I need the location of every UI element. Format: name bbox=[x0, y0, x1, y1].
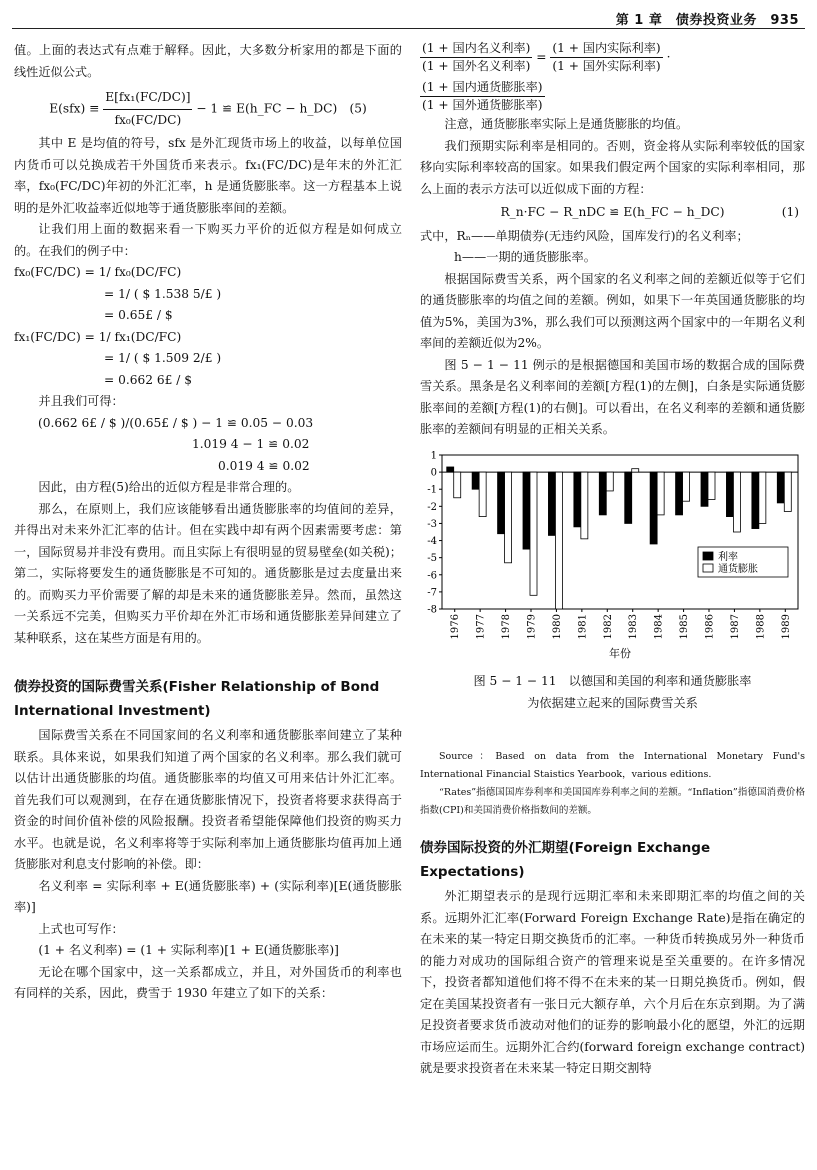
y-tick-label: 0 bbox=[430, 467, 437, 479]
bar-inflation bbox=[454, 472, 461, 498]
equation-5: E(sfx) ≡ $\frac{\text{E[fx₁(FC/DC)]}}{\text{fx₀(FC/DC)}}$ − 1 ≌ E(h_FC − h_DC) (5) bbox=[14, 87, 402, 131]
paragraph: 图 5 − 1 − 11 例示的是根据德国和美国市场的数据合成的国际费雪关系。黑条是名义利率间的差额[方程(1)的左侧]，白条是实际通货膨胀率间的差额[方程(1)的右侧]。可以看出，在名义利率的差额和通货膨胀率的差额间有明显的正相关关系。 bbox=[420, 357, 805, 436]
x-tick-label: 1988 bbox=[755, 613, 767, 639]
chart-note: “Rates”指德国国库券利率和美国国库券利率之间的差额。“Inflation”指德国消费价格指数(CPI)和美国消费价格指数间的差额。 bbox=[420, 787, 805, 816]
equation-1: R_n·FC − R_nDC ≌ E(h_FC − h_DC) (1) bbox=[500, 205, 799, 219]
y-tick-label: -5 bbox=[427, 552, 437, 564]
y-tick-label: -6 bbox=[427, 569, 437, 581]
x-tick-label: 1984 bbox=[653, 613, 665, 639]
bar-inflation bbox=[555, 472, 562, 609]
bar-inflation bbox=[606, 472, 613, 491]
x-tick-label: 1982 bbox=[602, 613, 614, 639]
bar-rate bbox=[701, 472, 708, 506]
paragraph: 值。上面的表达式有点难于解释。因此，大多数分析家用的都是下面的线性近似公式。 bbox=[14, 43, 402, 79]
paragraph: 其中 E 是均值的符号，sfx 是外汇现货市场上的收益，以每单位国内货币可以兑换成若干外国货币来表示。fx₁(FC/DC)是年末的外汇汇率，fx₀(FC/DC)年初的外汇汇率，h 是通货膨胀率。这一方程基本上说明的是外汇收益率近似地等于通货膨胀率间的差额。 bbox=[14, 136, 402, 215]
paragraph: 我们预期实际利率是相同的。否则，资金将从实际利率较低的国家移向实际利率较高的国家。如果我们假定两个国家的实际利率相同，那么上面的表示方法可以近似成下面的方程： bbox=[420, 138, 805, 196]
paragraph: 因此，由方程(5)给出的近似方程是非常合理的。 bbox=[38, 480, 300, 494]
paragraph: 注意，通货膨胀率实际上是通货膨胀的均值。 bbox=[444, 117, 689, 131]
x-tick-label: 1977 bbox=[475, 613, 487, 639]
math-block: (0.662 6£ / $ )/(0.65£ / $ ) − 1 ≌ 0.05 − 0.03 1.019 4 − 1 ≌ 0.02 0.019 4 ≌ 0.02 bbox=[38, 415, 314, 473]
figure-caption: 图 5 − 1 − 11 以德国和美国的利率和通货膨胀率 为依据建立起来的国际费雪关系 bbox=[473, 674, 752, 710]
definition: 式中，Rₙ——单期债券(无违约风险，国库发行)的名义利率； bbox=[420, 228, 749, 243]
x-tick-label: 1987 bbox=[729, 613, 741, 639]
bar-rate bbox=[752, 472, 759, 528]
paragraph: 让我们用上面的数据来看一下购买力平价的近似方程是如何成立的。在我们的例子中： bbox=[14, 222, 402, 258]
legend-swatch bbox=[703, 552, 713, 560]
x-tick-label: 1981 bbox=[577, 613, 589, 639]
paragraph: 根据国际费雪关系，两个国家的名义利率之间的差额近似等于它们的通货膨胀率的均值之间的差额。例如，如果下一年英国通货膨胀的均值为5%，美国为3%，那么我们可以预测这两个国家中的一年期名义利率间的差额近似为2%。 bbox=[420, 271, 805, 350]
bar-rate bbox=[625, 472, 632, 523]
bar-rate bbox=[599, 472, 606, 515]
x-tick-label: 1983 bbox=[628, 613, 640, 639]
paragraph: (1 + 名义利率) = (1 + 实际利率)[1 + E(通货膨胀率)] bbox=[38, 943, 339, 957]
paragraph: 国际费雪关系在不同国家间的名义利率和通货膨胀率间建立了某种联系。具体来说，如果我们知道了两个国家的名义利率。那么我们就可以估计出通货膨胀的均值。通货膨胀率的均值又可用来估计外汇汇率。首先我们可以观测到，在存在通货膨胀情况下，投资者将要求获得高于资金的时间价值补偿的风险报酬。投资者希望能保障他们投资的购买力水平。也就是说，名义利率将等于实际利率加上通货膨胀均值再加上通货膨胀对利息支付影响的补偿。即： bbox=[14, 728, 402, 871]
bar-rate bbox=[472, 472, 479, 489]
y-tick-label: -2 bbox=[427, 501, 437, 513]
y-tick-label: -7 bbox=[427, 586, 437, 598]
x-tick-label: 1979 bbox=[526, 613, 538, 639]
section-heading: 债券国际投资的外汇期望(Foreign Exchange Expectations) bbox=[420, 840, 711, 880]
section-heading: 债券投资的国际费雪关系(Fisher Relationship of Bond International Investment) bbox=[14, 679, 380, 719]
x-tick-label: 1978 bbox=[501, 613, 513, 639]
y-tick-label: -3 bbox=[427, 518, 437, 530]
bar-inflation bbox=[505, 472, 512, 563]
bar-rate bbox=[726, 472, 733, 516]
x-axis-label: 年份 bbox=[609, 646, 631, 659]
paragraph: 名义利率 = 实际利率 + E(通货膨胀率) + (实际利率)[E(通货膨胀率)] bbox=[14, 878, 402, 914]
y-tick-label: -4 bbox=[427, 535, 437, 547]
bar-rate bbox=[498, 472, 505, 534]
bar-inflation bbox=[657, 472, 664, 515]
bar-rate bbox=[574, 472, 581, 527]
fisher-equation: $\frac{\text{(1 + 国内名义利率)}}{\text{(1 + 国外名义利率)}}$ = $\frac{\text{(1 + 国内实际利率)}}{\text{(1 + 国外实际利率)}}$ · $\frac{\text{(1 + 国内通货膨胀率)}}{\text{(1 + 国外通货膨胀率)}}$ bbox=[422, 41, 671, 112]
bar-rate bbox=[447, 466, 454, 471]
x-tick-label: 1980 bbox=[551, 613, 563, 639]
header-text: 第 1 章 债券投资业务 935 bbox=[615, 13, 799, 28]
definition: h——一期的通货膨胀率。 bbox=[454, 250, 596, 264]
chart-svg bbox=[420, 449, 805, 659]
bar-rate bbox=[676, 472, 683, 515]
paragraph: 无论在哪个国家中，这一关系都成立，并且，对外国货币的利率也有同样的关系，因此，费雪于 1930 年建立了如下的关系： bbox=[14, 964, 402, 1000]
x-tick-label: 1985 bbox=[679, 613, 691, 639]
paragraph: 外汇期望表示的是现行远期汇率和未来即期汇率的均值之间的关系。远期外汇汇率(Forward Foreign Exchange Rate)是指在确定的在未来的某一特定日期交换货币的汇率。一种货币转换成另外一种货币的能力对成功的国际组合资产的管理来说是至关重要的。在许多情况下，投资者都知道他们将不得不在未来的某一日期兑换货币。例如，假定在美国某投资者有一张日元大额存单，六个月后在东京到期。为了满足投资者要求货币波动对他们的证券的影响最小化的愿望，外汇的远期市场应运而生。远期外汇合约(forward foreign exchange contract)就是要求投资者在未来某一特定日期交割特 bbox=[420, 889, 805, 1075]
math-block: fx₀(FC/DC) = 1/ fx₀(DC/FC) = 1/ ( $ 1.538 5/£ ) = 0.65£ / $ fx₁(FC/DC) = 1/ fx₁(DC/FC) = 1/ ( $ 1.509 2/£ ) = 0.662 6£ / $ bbox=[14, 265, 222, 387]
right-column bbox=[420, 40, 805, 1080]
x-tick-label: 1976 bbox=[450, 613, 462, 639]
x-tick-label: 1989 bbox=[780, 613, 792, 639]
bar-rate bbox=[523, 472, 530, 549]
y-tick-label: -1 bbox=[427, 484, 437, 496]
bar-inflation bbox=[581, 472, 588, 539]
bar-rate bbox=[777, 472, 784, 503]
x-tick-label: 1986 bbox=[704, 613, 716, 639]
bar-inflation bbox=[479, 472, 486, 516]
bar-inflation bbox=[708, 472, 715, 499]
page-header bbox=[12, 0, 805, 29]
bar-inflation bbox=[784, 472, 791, 511]
paragraph: 那么，在原则上，我们应该能够看出通货膨胀率的均值间的差异，并得出对未来外汇汇率的估计。但在实践中却有两个因素需要考虑：第一，国际贸易并非没有费用。而且实际上有很明显的贸易壁垒(如关税)；第二，实际将要发生的通货膨胀是不可知的。通货膨胀是过去度量出来的。而购买力平价需要了解的却是未来的通货膨胀差异。然而，虽然这一关系远不完美，但购买力平价却在外汇市场和通货膨胀差异间建立了某种联系，这在某些方面是有用的。 bbox=[14, 501, 402, 645]
y-tick-label: 1 bbox=[430, 450, 437, 461]
bar-inflation bbox=[759, 472, 766, 523]
legend-label: 利率 bbox=[718, 551, 738, 563]
bar-rate bbox=[650, 472, 657, 544]
y-tick-label: -8 bbox=[427, 604, 437, 615]
bar-inflation bbox=[632, 468, 639, 471]
legend-label: 通货膨胀 bbox=[718, 563, 758, 575]
bar-inflation bbox=[683, 472, 690, 501]
left-column bbox=[14, 40, 402, 1005]
plot-frame bbox=[442, 455, 798, 609]
legend-swatch bbox=[703, 564, 713, 572]
chart bbox=[420, 449, 805, 667]
source-note: Source：Based on data from the International Monetary Fund's International Financial Staistics Yearbook，various editions. bbox=[420, 751, 805, 780]
bar-inflation bbox=[530, 472, 537, 595]
bar-rate bbox=[548, 472, 555, 535]
bar-inflation bbox=[733, 472, 740, 532]
paragraph: 上式也可写作： bbox=[38, 921, 124, 936]
paragraph: 并且我们可得： bbox=[38, 394, 124, 408]
